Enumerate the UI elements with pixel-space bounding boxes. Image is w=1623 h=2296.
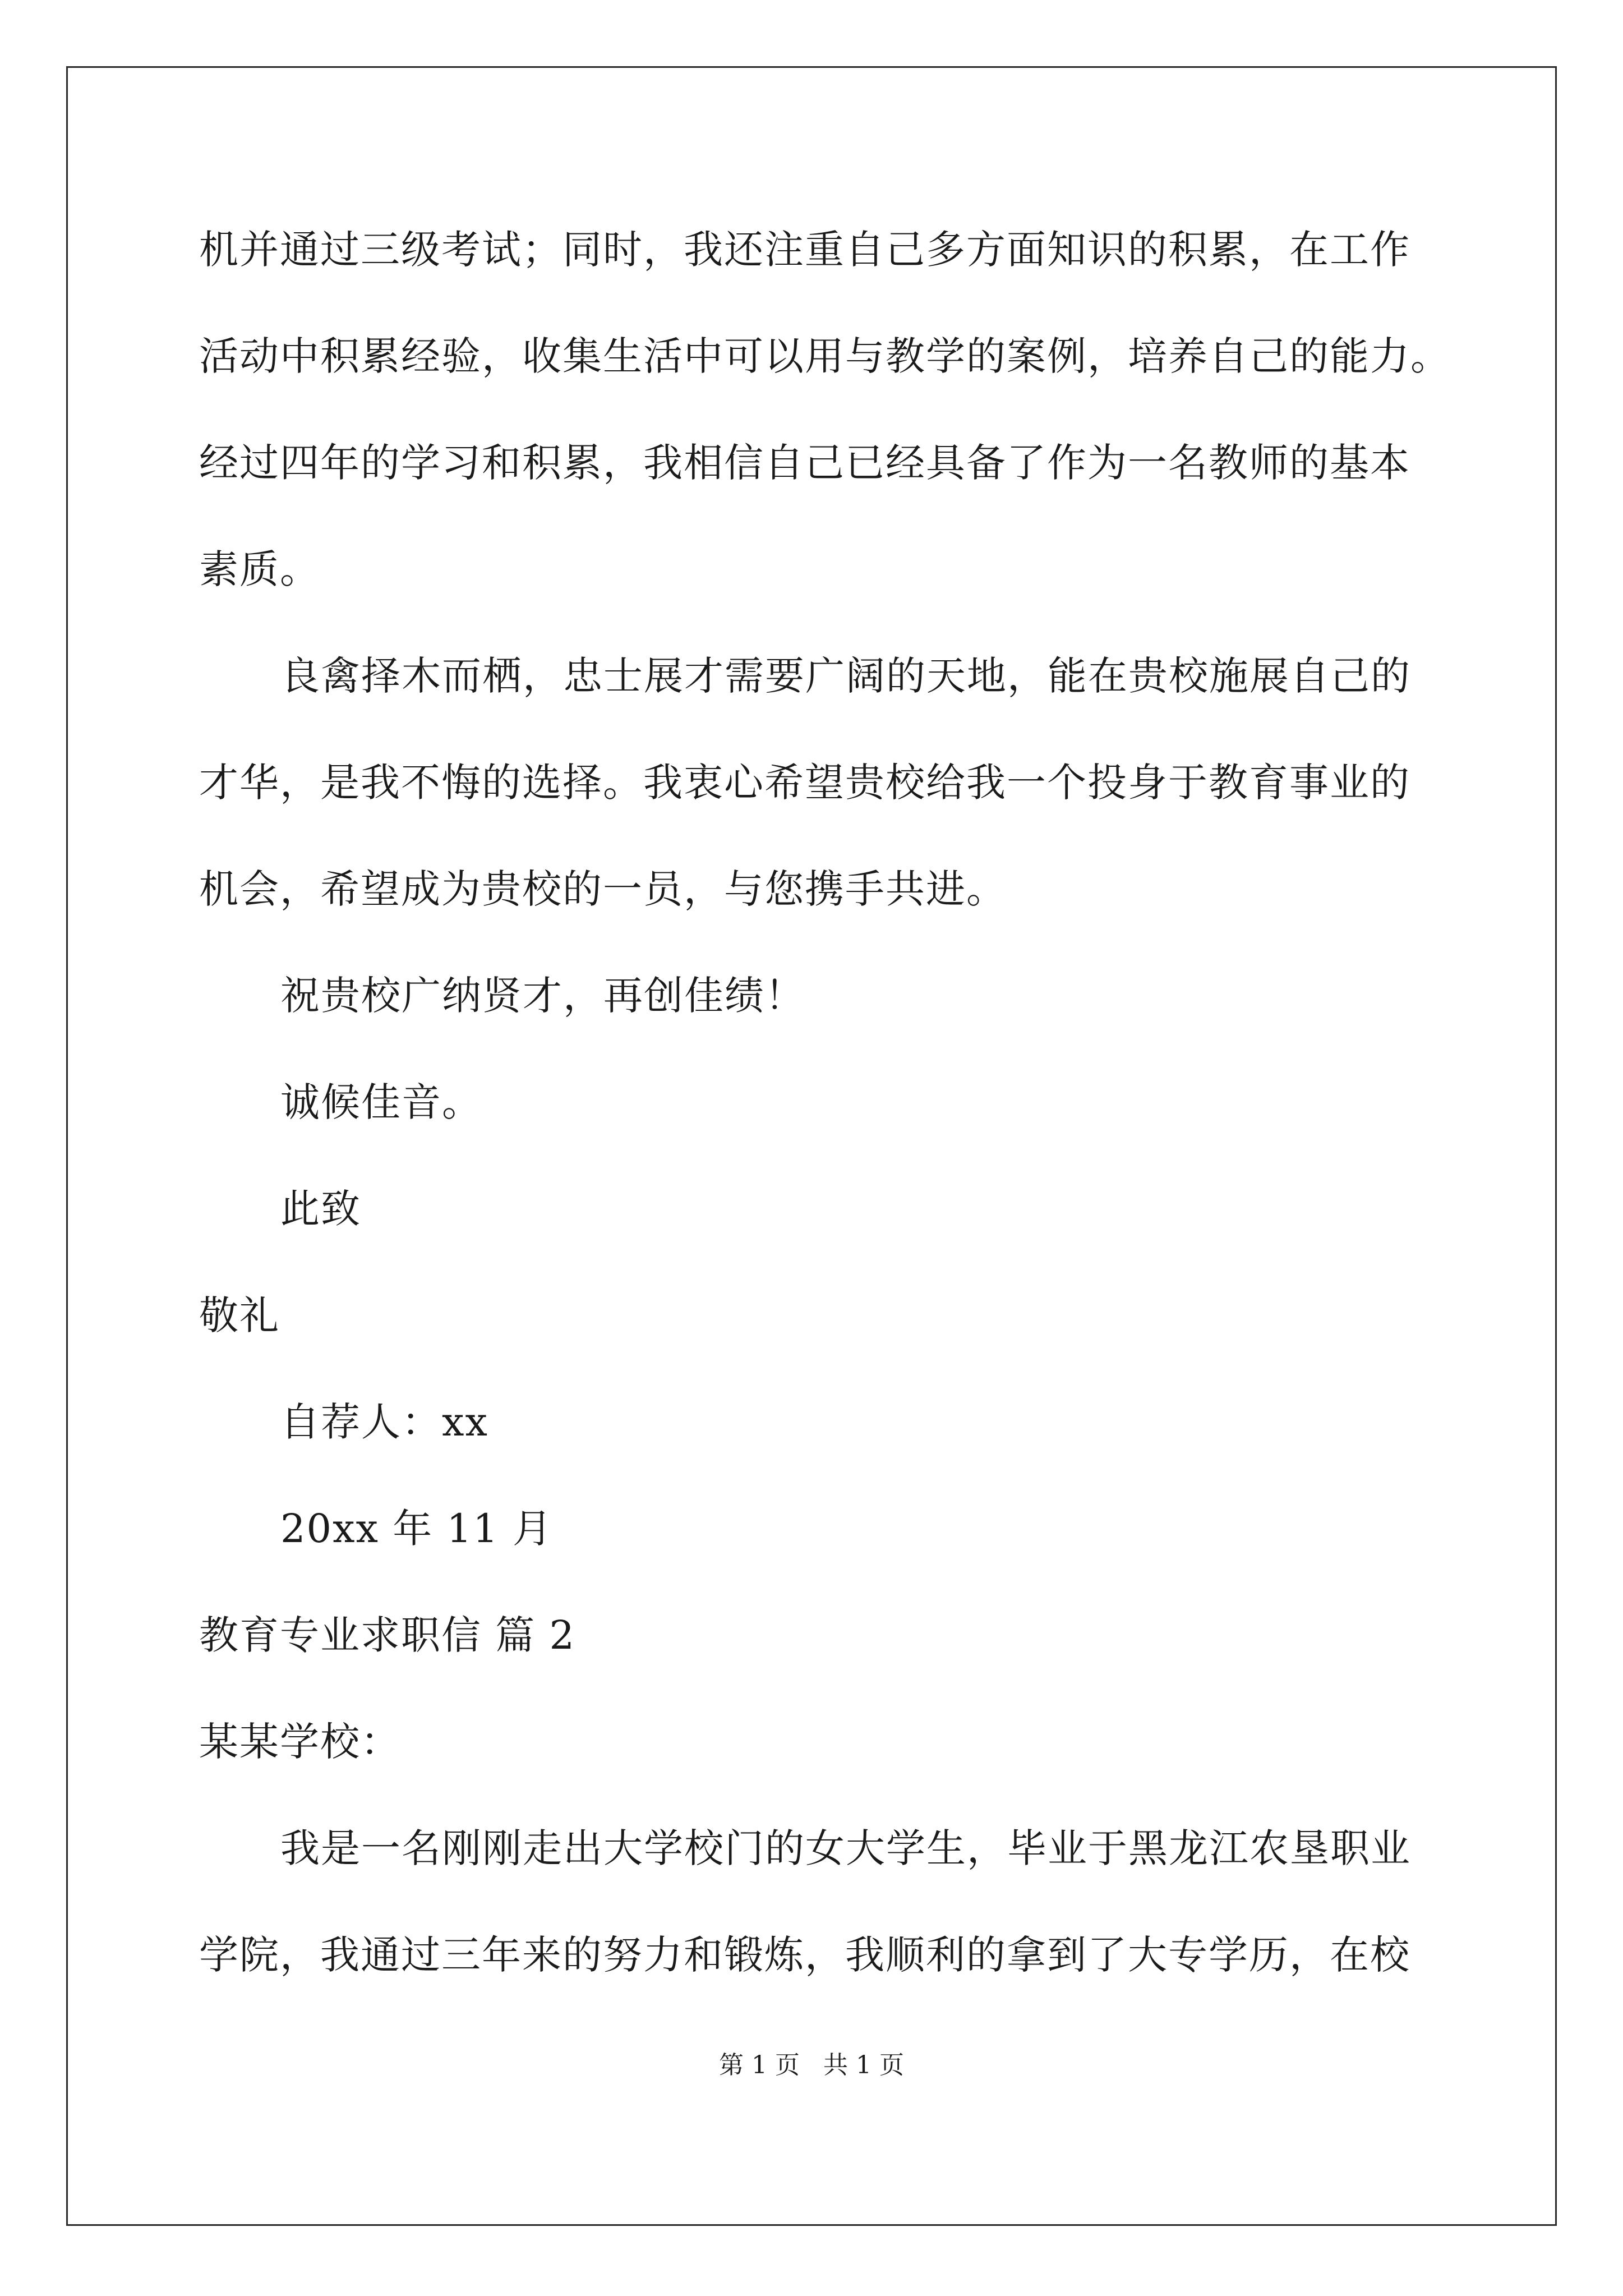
text-line: 机会，希望成为贵校的一员，与您携手共进。 <box>199 866 1007 912</box>
salutation-respect: 敬礼 <box>199 1292 280 1338</box>
text-line: 经过四年的学习和积累，我相信自己已经具备了作为一名教师的基本 <box>199 440 1410 486</box>
page-frame <box>66 66 1557 2226</box>
text-line: 活动中积累经验，收集生活中可以用与教学的案例，培养自己的能力。 <box>199 333 1451 379</box>
text-line: 我是一名刚刚走出大学校门的女大学生，毕业于黑龙江农垦职业 <box>280 1825 1411 1871</box>
page-number-footer: 第 1 页 共 1 页 <box>719 2051 904 2079</box>
salutation-closing: 此致 <box>280 1186 361 1232</box>
text-line: 诚候佳音。 <box>280 1079 482 1125</box>
text-line: 素质。 <box>199 546 320 592</box>
text-line: 才华，是我不悔的选择。我衷心希望贵校给我一个投身于教育事业的 <box>199 760 1410 806</box>
text-line: 机并通过三级考试；同时，我还注重自己多方面知识的积累，在工作 <box>199 227 1410 273</box>
date-line: 20xx 年 11 月 <box>280 1506 553 1552</box>
signature-line: 自荐人：xx <box>280 1399 488 1445</box>
section-heading: 教育专业求职信 篇 2 <box>199 1612 576 1658</box>
text-line: 学院，我通过三年来的努力和锻炼，我顺利的拿到了大专学历，在校 <box>199 1932 1410 1978</box>
addressee-line: 某某学校： <box>199 1719 401 1765</box>
text-line: 祝贵校广纳贤才，再创佳绩！ <box>280 973 805 1019</box>
text-line: 良禽择木而栖，忠士展才需要广阔的天地，能在贵校施展自己的 <box>280 653 1411 699</box>
